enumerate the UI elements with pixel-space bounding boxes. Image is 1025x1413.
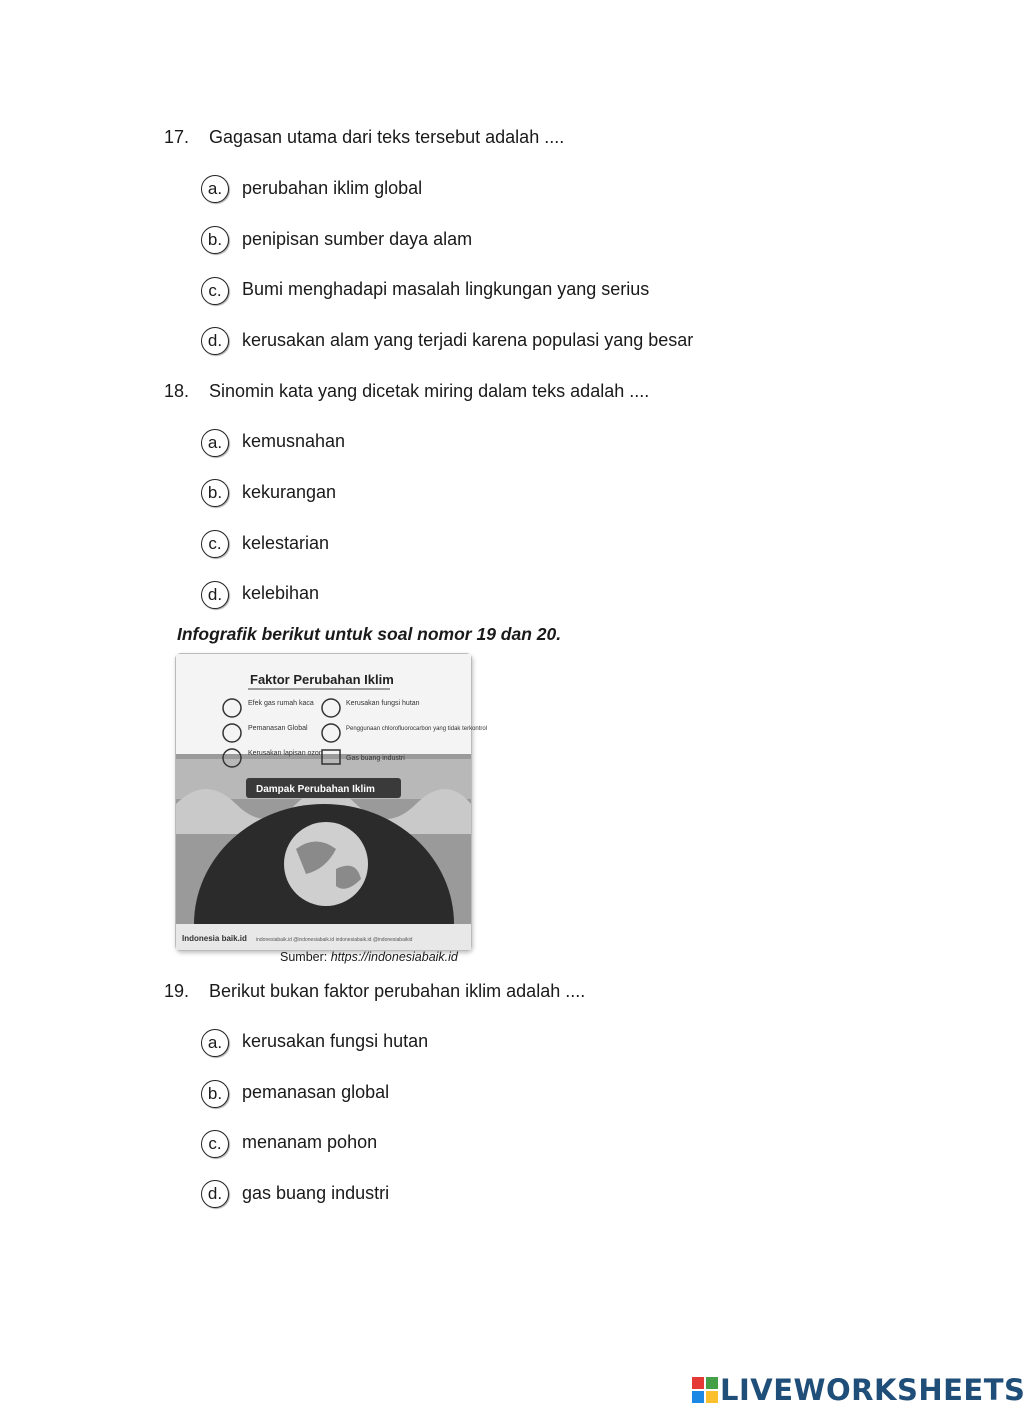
infographic-footer-links: indonesiabaik.id @indonesiabaik.id indonesiabaik.id @indonesiabaikid (256, 937, 413, 943)
option-letter: c. (208, 1134, 222, 1153)
option-b-button[interactable] (201, 1080, 229, 1108)
option-c-button[interactable] (201, 530, 229, 558)
impact-title: Dampak Perubahan Iklim (256, 784, 375, 795)
image-caption (280, 950, 458, 964)
option-c-button[interactable] (201, 1130, 229, 1158)
option-letter: a. (207, 433, 223, 452)
option-d-text: kerusakan alam yang terjadi karena populasi yang besar (242, 330, 694, 350)
option-d-text: kelebihan (242, 583, 320, 603)
option-letter: c. (208, 281, 222, 300)
liveworksheets-text: LIVEWORKSHEETS (720, 1373, 1025, 1407)
question-number: 17. (164, 127, 190, 147)
option-letter: a. (207, 179, 223, 198)
infographic-title: Faktor Perubahan Iklim (250, 672, 394, 687)
option-b-button[interactable] (201, 226, 229, 254)
option-d-button[interactable] (201, 327, 229, 355)
infographic-note: Infografik berikut untuk soal nomor 19 dan 20. (177, 624, 562, 644)
option-b-text: kekurangan (242, 482, 337, 502)
option-c-button[interactable] (201, 277, 229, 305)
liveworksheets-icon (692, 1377, 718, 1403)
question-text: Sinomin kata yang dicetak miring dalam teks adalah .... (209, 381, 650, 401)
option-letter: c. (208, 534, 222, 553)
factor-label: Pemanasan Global (248, 725, 308, 732)
option-c-text: kelestarian (242, 533, 330, 553)
factor-label: Efek gas rumah kaca (248, 700, 314, 707)
option-letter: a. (207, 1033, 223, 1052)
infographic-image (175, 653, 488, 951)
option-letter: d. (207, 1184, 223, 1203)
question-text: Gagasan utama dari teks tersebut adalah .... (209, 127, 565, 147)
option-d-button[interactable] (201, 1180, 229, 1208)
option-c-text: menanam pohon (242, 1132, 378, 1152)
option-a-button[interactable] (201, 429, 229, 457)
factor-label: Kerusakan fungsi hutan (346, 700, 420, 707)
caption-url: https://indonesiabaik.id (330, 950, 458, 964)
option-letter: b. (207, 1084, 223, 1103)
factor-label: Kerusakan lapisan ozon (248, 750, 323, 757)
option-a-text: kerusakan fungsi hutan (242, 1031, 429, 1051)
option-a-button[interactable] (201, 175, 229, 203)
option-c-text: Bumi menghadapi masalah lingkungan yang serius (242, 279, 650, 299)
liveworksheets-logo (692, 1370, 1025, 1410)
question-number: 19. (164, 981, 190, 1001)
option-a-text: kemusnahan (242, 431, 346, 451)
factor-label: Gas buang industri (346, 755, 405, 762)
option-letter: b. (207, 230, 223, 249)
option-d-button[interactable] (201, 581, 229, 609)
option-letter: d. (207, 585, 223, 604)
factor-label: Penggunaan chlorofluorocarbon yang tidak terkontrol (346, 726, 488, 732)
infographic-graphic (176, 654, 488, 950)
caption-prefix: Sumber: (280, 950, 331, 964)
option-b-button[interactable] (201, 479, 229, 507)
option-b-text: penipisan sumber daya alam (242, 229, 473, 249)
option-a-text: perubahan iklim global (242, 178, 423, 198)
question-number: 18. (164, 381, 190, 401)
option-d-text: gas buang industri (242, 1183, 390, 1203)
question-text: Berikut bukan faktor perubahan iklim adalah .... (209, 981, 586, 1001)
infographic-brand: Indonesia baik.id (182, 934, 247, 943)
option-a-button[interactable] (201, 1029, 229, 1057)
option-letter: b. (207, 483, 223, 502)
option-letter: d. (207, 331, 223, 350)
option-b-text: pemanasan global (242, 1082, 390, 1102)
